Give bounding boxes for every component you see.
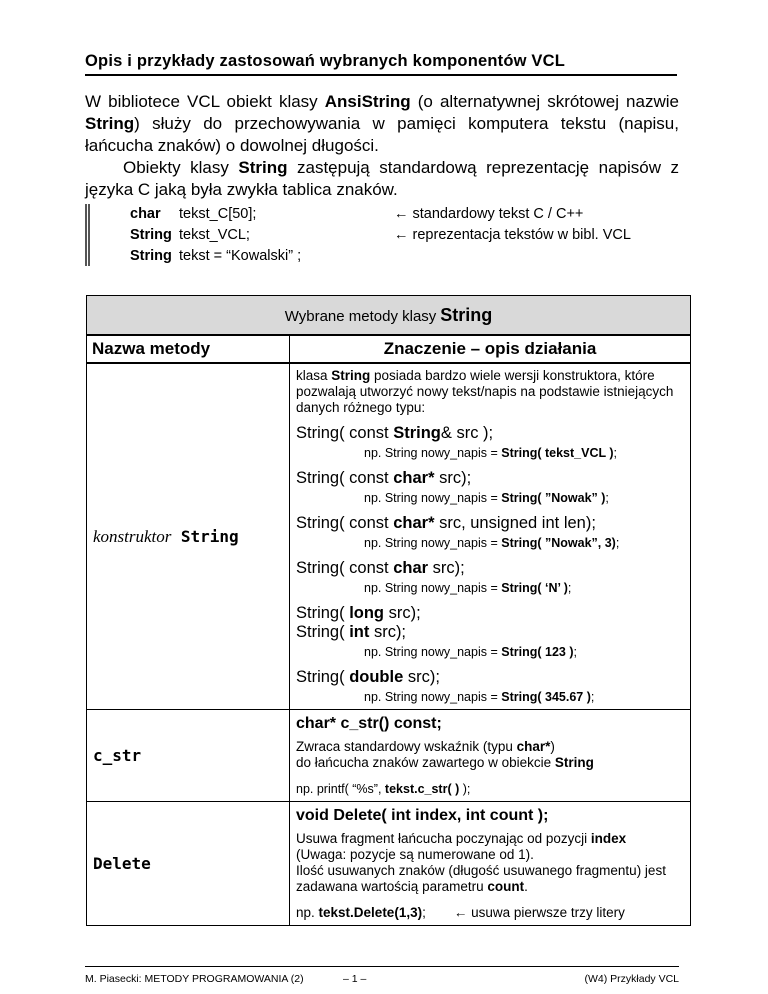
example: np. String nowy_napis = String( ”Nowak” ); — [364, 491, 609, 505]
method-description-c-str — [290, 710, 691, 802]
signature: String( const char src); — [296, 559, 465, 577]
signature: String( long src); String( int src); — [296, 604, 421, 641]
page-title: Opis i przykłady zastosowań wybranych komponentów VCL — [85, 52, 677, 76]
signature: String( const char* src, unsigned int len); — [296, 514, 596, 532]
page-footer — [85, 966, 679, 987]
method-name-constructor: konstruktor String — [87, 363, 290, 710]
footer-right: (W4) Przykłady VCL — [584, 973, 679, 985]
intro-paragraph-2: Obiekty klasy String zastępują standardową reprezentację napisów z języka C jaką była zwykła tablica znaków. — [85, 158, 679, 199]
code-example — [85, 204, 631, 266]
table-header: Wybrane metody klasy String — [87, 296, 691, 336]
example: np. printf( “%s”, tekst.c_str( ) ); — [296, 782, 471, 796]
constructor-intro: klasa String posiada bardzo wiele wersji konstruktora, które pozwalają utworzyć nowy tekst/napis na podstawie istniejących danych różnego typu: — [296, 368, 674, 415]
column-header-description: Znaczenie – opis działania — [290, 335, 691, 363]
description: Usuwa fragment łańcucha poczynając od pozycji index (Uwaga: pozycje są numerowane od 1). Ilość usuwanych znaków (długość usuwanego fragmentu) jest zadawana wartością parametru count. — [296, 831, 666, 894]
code-line: String tekst = “Kowalski” ; — [130, 248, 302, 264]
intro-paragraph-1: W bibliotece VCL obiekt klasy AnsiString (o alternatywnej skrótowej nazwie String) służy do przechowywania w pamięci komputera tekstu (napisu, łańcucha znaków) o dowolnej długości. — [85, 92, 679, 155]
method-name-c-str: c_str — [87, 710, 290, 802]
method-description-delete — [290, 802, 691, 926]
example: np. tekst.Delete(1,3); ← usuwa pierwsze trzy litery — [296, 905, 625, 920]
description: Zwraca standardowy wskaźnik (typu char*) do łańcucha znaków zawartego w obiekcie String — [296, 739, 594, 770]
method-name-delete: Delete — [87, 802, 290, 926]
code-line: String tekst_VCL; ← reprezentacja tekstów w bibl. VCL — [130, 227, 631, 243]
signature: String( const String& src ); — [296, 424, 494, 442]
signature: String( const char* src); — [296, 469, 472, 487]
example: np. String nowy_napis = String( 123 ); — [364, 645, 577, 659]
page-number: – 1 – — [343, 973, 367, 985]
example: np. String nowy_napis = String( ‘N’ ); — [364, 581, 572, 595]
signature: String( double src); — [296, 668, 440, 686]
code-line: char tekst_C[50]; ← standardowy tekst C / C++ — [130, 206, 584, 222]
example: np. String nowy_napis = String( 345.67 ); — [364, 690, 595, 704]
intro-text — [85, 91, 679, 201]
column-header-name: Nazwa metody — [87, 335, 290, 363]
method-description-constructor — [290, 363, 691, 710]
signature: char* c_str() const; — [296, 715, 442, 732]
example: np. String nowy_napis = String( tekst_VCL ); — [364, 446, 618, 460]
footer-left: M. Piasecki: METODY PROGRAMOWANIA (2) — [85, 973, 304, 985]
example: np. String nowy_napis = String( ”Nowak”, 3); — [364, 536, 620, 550]
methods-table — [86, 295, 691, 926]
signature: void Delete( int index, int count ); — [296, 807, 549, 824]
